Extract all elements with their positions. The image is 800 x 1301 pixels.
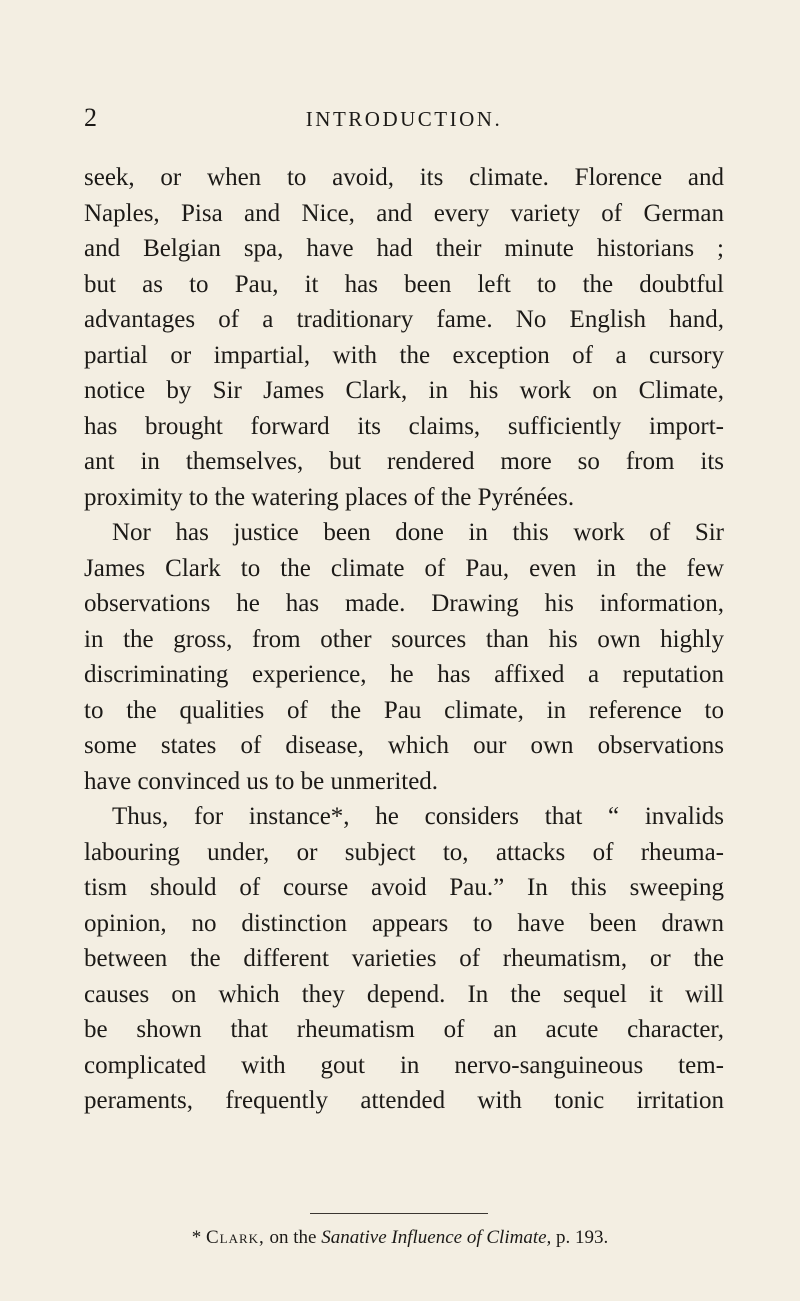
page-number: 2 <box>84 103 97 132</box>
text-line: opinion, no distinction appears to have been drawn <box>84 909 724 937</box>
text-line: be shown that rheumatism of an acute character, <box>84 1016 724 1043</box>
text-line: proximity to the watering places of the Pyrénées. <box>84 483 575 511</box>
footnote-book-title: Sanative Influence of Climate, <box>321 1227 552 1248</box>
footnote <box>0 1224 800 1252</box>
text-line: tism should of course avoid Pau.” In this sweeping <box>84 874 724 901</box>
text-line: complicated with gout in nervo-sanguineous tem- <box>84 1051 724 1079</box>
text-line: ant in themselves, but rendered more so from its <box>84 448 724 475</box>
footnote-connector: on the <box>264 1227 322 1248</box>
footnote-author: Clark, <box>205 1227 265 1248</box>
text-line: between the different varieties of rheumatism, or the <box>84 945 724 972</box>
text-line: has brought forward its claims, sufficiently import- <box>84 412 724 440</box>
text-line: Naples, Pisa and Nice, and every variety of German <box>84 199 724 227</box>
text-line: partial or impartial, with the exception of a cursory <box>84 341 724 369</box>
text-line: some states of disease, which our own observations <box>84 732 724 759</box>
text-line: and Belgian spa, have had their minute historians ; <box>84 235 724 262</box>
paragraph-start-line: Nor has justice been done in this work of Sir <box>112 519 724 546</box>
body-text <box>84 160 724 1119</box>
running-head <box>84 103 724 133</box>
text-line: but as to Pau, it has been left to the doubtful <box>84 270 724 298</box>
footnote-page-reference: p. 193. <box>551 1227 609 1248</box>
footnote-marker: * <box>191 1227 206 1248</box>
text-line: to the qualities of the Pau climate, in reference to <box>84 696 724 724</box>
text-line: discriminating experience, he has affixed a reputation <box>84 661 724 688</box>
text-line: labouring under, or subject to, attacks of rheuma- <box>84 838 724 866</box>
text-line: have convinced us to be unmerited. <box>84 767 439 795</box>
footnote-rule <box>310 1213 488 1214</box>
text-line: seek, or when to avoid, its climate. Florence and <box>84 164 724 191</box>
text-line: causes on which they depend. In the sequel it will <box>84 980 724 1008</box>
text-line: notice by Sir James Clark, in his work on Climate, <box>84 377 724 404</box>
paragraph-start-line: Thus, for instance*, he considers that “ invalids <box>112 803 724 830</box>
running-title: INTRODUCTION. <box>305 107 503 131</box>
text-line: peraments, frequently attended with tonic irritation <box>84 1087 724 1114</box>
text-line: advantages of a traditionary fame. No English hand, <box>84 306 724 333</box>
text-line: observations he has made. Drawing his information, <box>84 590 724 617</box>
text-line: in the gross, from other sources than his own highly <box>84 625 724 653</box>
text-line: James Clark to the climate of Pau, even in the few <box>84 554 724 582</box>
